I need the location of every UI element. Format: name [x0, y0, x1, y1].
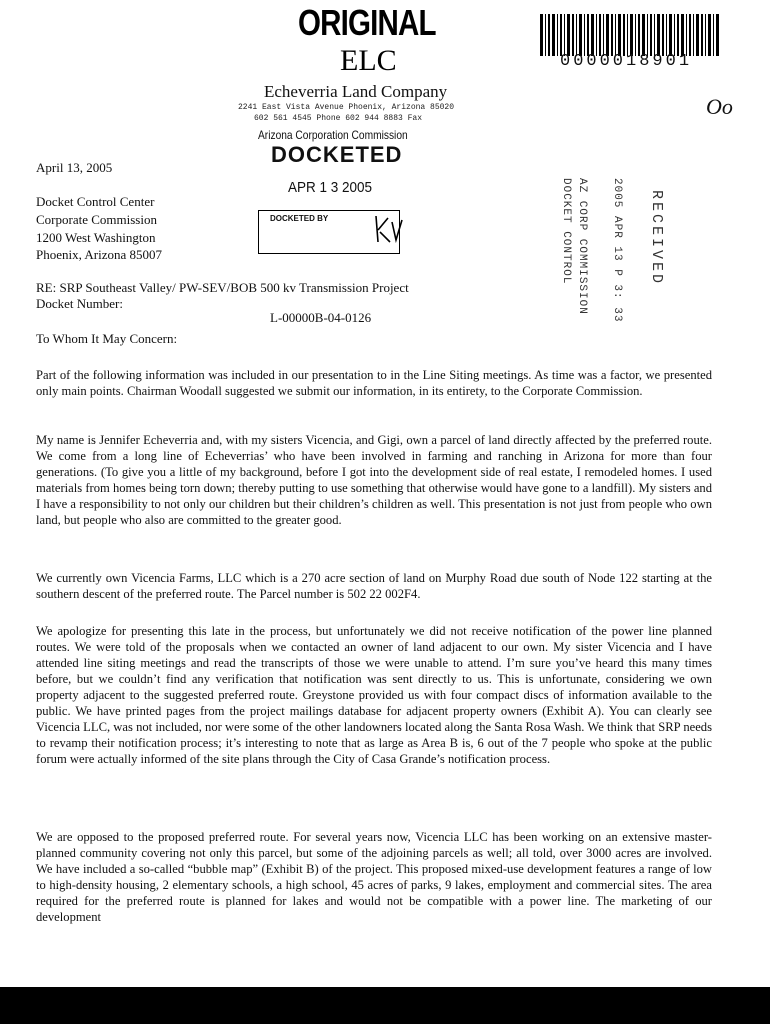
received-stamp-time: 2005 APR 13 P 3: 33	[611, 178, 623, 323]
recipient-line: Phoenix, Arizona 85007	[36, 247, 163, 262]
docket-number: L-00000B-04-0126	[270, 310, 372, 325]
body-paragraph: We apologize for presenting this late in the process, but unfortunately we did not receive notification of the power line planned routes. We were told of the proposals when we contacted an owner of land adjacent to our own. My sister Vicencia and I have attended line siting meetings and read the transcripts of those we were unable to attend. I’m sure you’ve heard this many times before, but we couldn’t find any verification that notification was sent directly to us. This is unfortunate, considering we own property adjacent to the suggested preferred route. Greystone provided us with four compact discs of information available to the public. We have printed pages from the project mailings database for adjacent property owners (Exhibit A). You can clearly see Vicencia LLC, was not included, nor were some of the other landowners located along the Santa Rosa Wash. We think that SRP needs to revamp their notification process; it’s interesting to note that as large as Area B is, 6 out of the 7 people who spoke at the public forum were actually informed of the site plans through the City of Casa Grande’s notification process.	[36, 624, 712, 766]
re-subject-line: RE: SRP Southeast Valley/ PW-SEV/BOB 500 kv Transmission Project	[36, 280, 409, 295]
company-name: Echeverria Land Company	[264, 82, 448, 101]
company-address: 2241 East Vista Avenue Phoenix, Arizona 85020	[238, 103, 455, 112]
recipient-line: Docket Control Center	[36, 194, 155, 209]
received-stamp-received: RECEIVED	[648, 190, 665, 287]
barcode-number: 0000018901	[560, 52, 693, 71]
body-paragraph: My name is Jennifer Echeverria and, with my sisters Vicencia, and Gigi, own a parcel of land directly affected by the preferred route. We come from a long line of Echeverrias’ who have been involved in farming and ranching in Arizona for more than four generations. (To give you a little of my background, before I got into the development side of real estate, I remodeled homes. I used materials from homes being torn down; thereby putting to use something that otherwise would have gone to a landfill). My sisters and I have a responsibility to not only our children but their children’s children as well. This presentation is not just from people who own land, but people who also are committed to the greater good.	[36, 433, 712, 527]
received-stamp-docket-control: DOCKET CONTROL	[560, 178, 572, 285]
docketed-title: DOCKETED	[271, 142, 403, 167]
body-paragraph: We currently own Vicencia Farms, LLC which is a 270 acre section of land on Murphy Road due south of Node 122 starting at the southern descent of the preferred route. The Parcel number is 502 22 002F4.	[36, 571, 712, 601]
letter-date: April 13, 2005	[36, 160, 113, 175]
handwritten-initials: Oo	[706, 94, 733, 119]
company-phone-fax: 602 561 4545 Phone 602 944 8883 Fax	[254, 114, 423, 123]
recipient-line: 1200 West Washington	[36, 230, 156, 245]
signature-icon	[368, 212, 408, 248]
original-stamp: ORIGINAL	[298, 2, 436, 43]
barcode-icon	[540, 14, 720, 56]
docketed-date: APR 1 3 2005	[288, 179, 373, 196]
body-paragraph: Part of the following information was included in our presentation to in the Line Siting meetings. As time was a factor, we presented only main points. Chairman Woodall suggested we submit our information, in its entirety, to the Corporate Commission.	[36, 368, 712, 398]
elc-logo-text: ELC	[340, 44, 397, 77]
salutation: To Whom It May Concern:	[36, 331, 178, 346]
body-paragraph: We are opposed to the proposed preferred route. For several years now, Vicencia LLC has been working on an extensive master-planned community covering not only this parcel, but some of the adjoining parcels as well; all told, over 3000 acres are involved. We have included a so-called “bubble map” (Exhibit B) of the project. This proposed mixed-use development features a range of low to high-density housing, 2 elementary schools, a high school, 45 acres of parks, 9 lakes, employment and commercial sites. The area required for the preferred route is planned for lakes and would not be compatible with a power line. The marketing of our development	[36, 830, 712, 924]
docketed-by-label: DOCKETED BY	[270, 214, 329, 223]
received-stamp-commission: AZ CORP COMMISSION	[576, 178, 588, 315]
scan-bottom-border	[0, 987, 770, 1024]
recipient-line: Corporate Commission	[36, 212, 157, 227]
docket-agency: Arizona Corporation Commission	[258, 128, 408, 142]
docket-number-label: Docket Number:	[36, 296, 124, 311]
